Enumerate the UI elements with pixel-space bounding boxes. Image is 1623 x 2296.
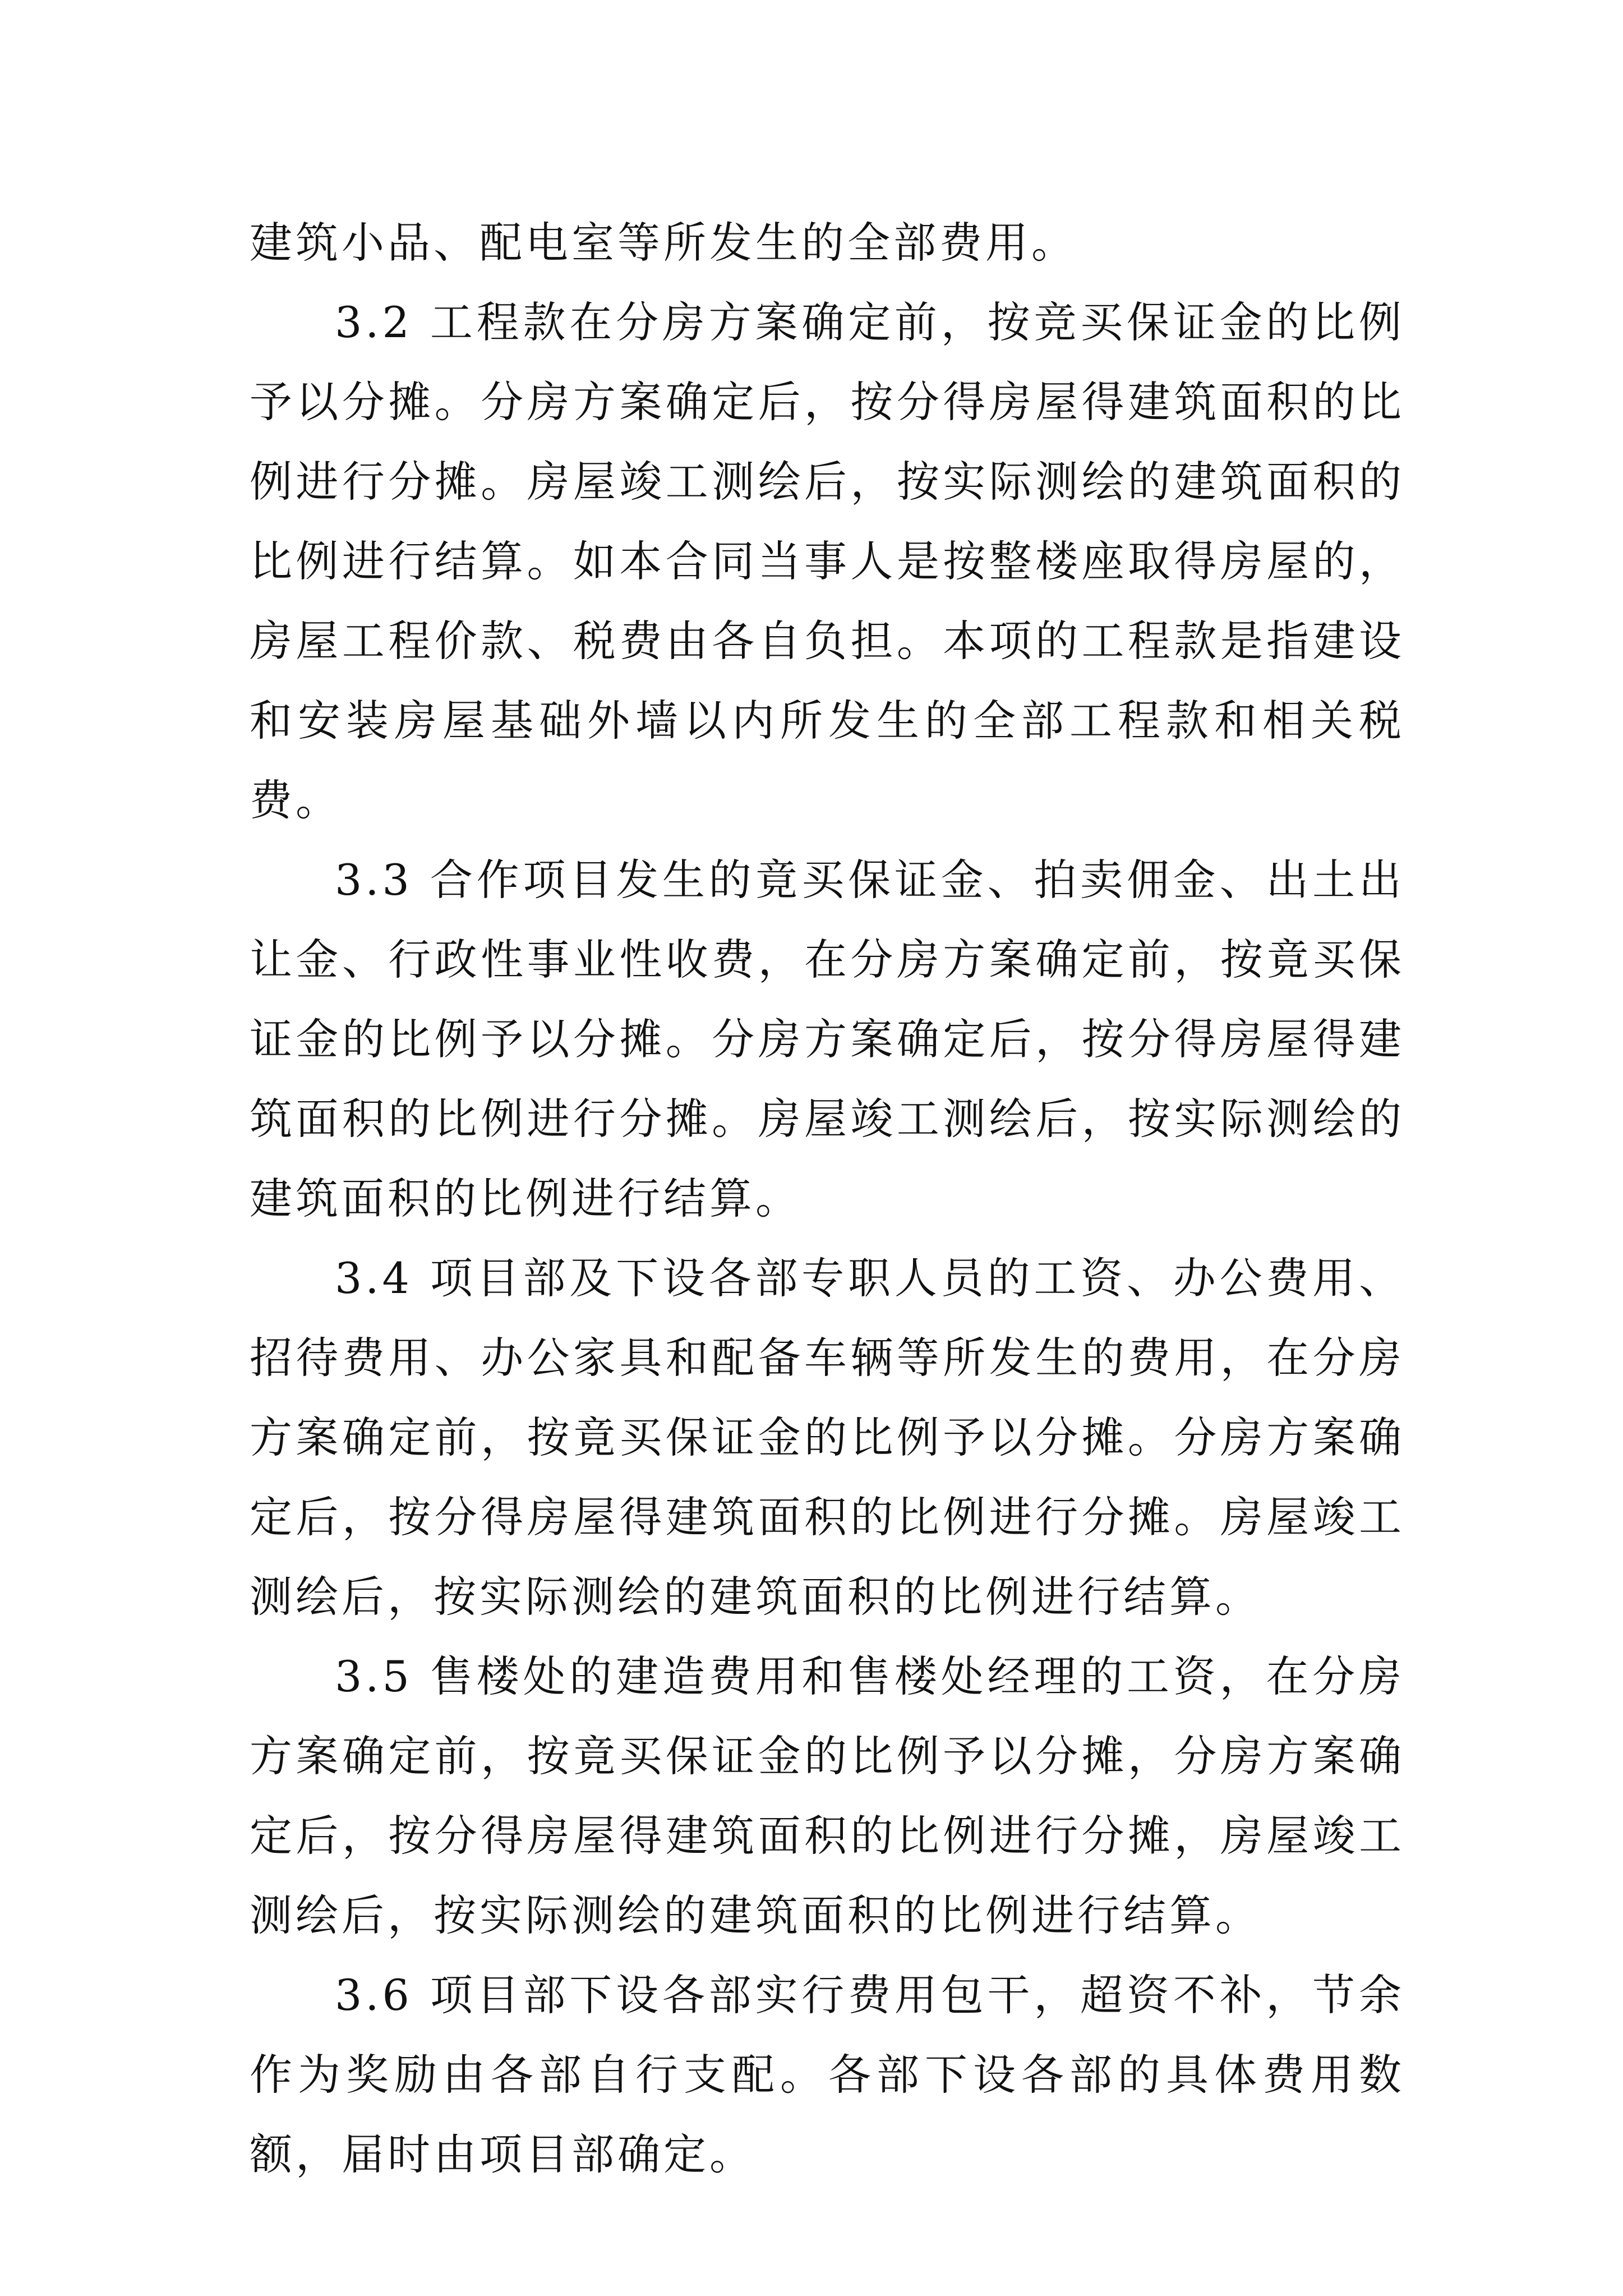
paragraph-continuation: 建筑小品、配电室等所发生的全部费用。	[250, 218, 1077, 268]
paragraph-3-6: 3.6 项目部下设各部实行费用包干，超资不补，节余作为奖励由各部自行支配。各部下设各部的具体费用数额，届时由项目部确定。	[250, 1970, 1405, 2179]
paragraph-3-3: 3.3 合作项目发生的竟买保证金、拍卖佣金、出土出让金、行政性事业性收费，在分房方案确定前，按竟买保证金的比例予以分摊。分房方案确定后，按分得房屋得建筑面积的比例进行分摊。房屋竣工测绘后，按实际测绘的建筑面积的比例进行结算。	[250, 855, 1405, 1223]
paragraph-3-5: 3.5 售楼处的建造费用和售楼处经理的工资，在分房方案确定前，按竟买保证金的比例予以分摊，分房方案确定后，按分得房屋得建筑面积的比例进行分摊，房屋竣工测绘后，按实际测绘的建筑面积的比例进行结算。	[250, 1651, 1405, 1940]
paragraph-3-2: 3.2 工程款在分房方案确定前，按竞买保证金的比例予以分摊。分房方案确定后，按分得房屋得建筑面积的比例进行分摊。房屋竣工测绘后，按实际测绘的建筑面积的比例进行结算。如本合同当事人是按整楼座取得房屋的，房屋工程价款、税费由各自负担。本项的工程款是指建设和安装房屋基础外墙以内所发生的全部工程款和相关税费。	[250, 297, 1405, 825]
document-body	[250, 203, 1405, 2194]
paragraph-3-4: 3.4 项目部及下设各部专职人员的工资、办公费用、招待费用、办公家具和配备车辆等所发生的费用，在分房方案确定前，按竟买保证金的比例予以分摊。分房方案确定后，按分得房屋得建筑面积的比例进行分摊。房屋竣工测绘后，按实际测绘的建筑面积的比例进行结算。	[250, 1253, 1405, 1622]
